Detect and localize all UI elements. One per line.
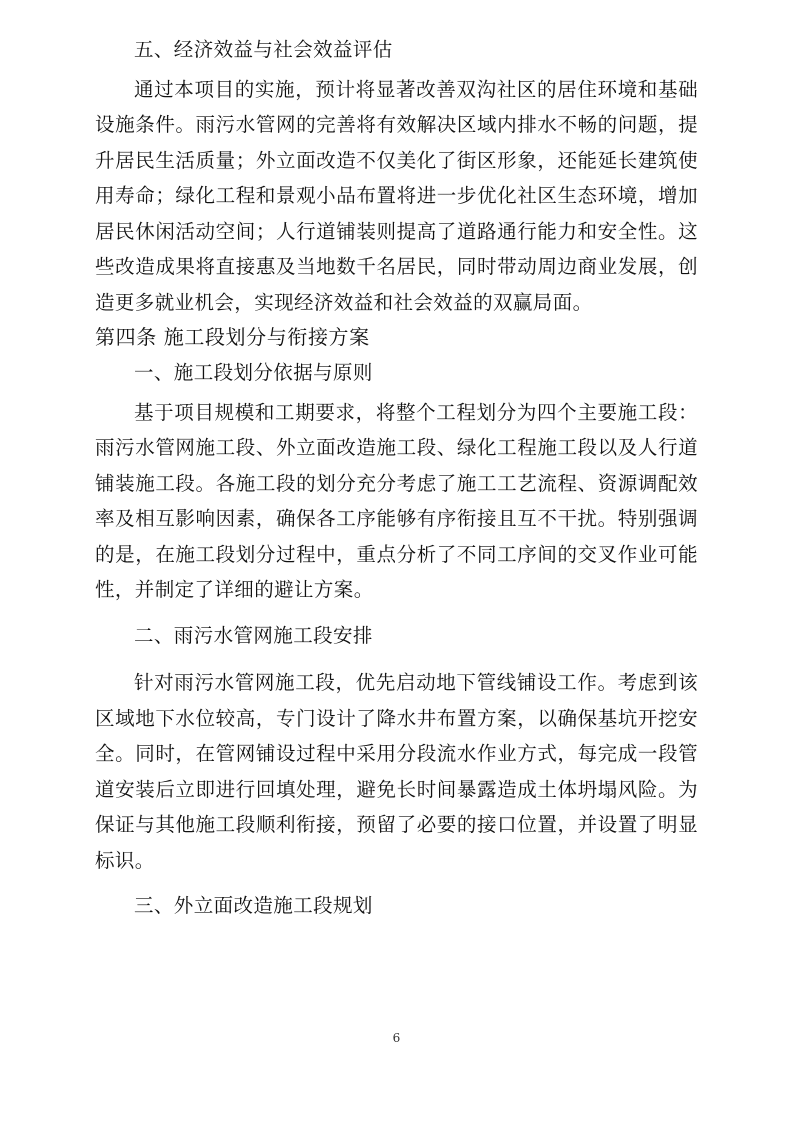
paragraph-division-principles: 基于项目规模和工期要求，将整个工程划分为四个主要施工段：雨污水管网施工段、外立面改造施工段、绿化工程施工段以及人行道铺装施工段。各施工段的划分充分考虑了施工工艺流程、资源调配效率及相互影响因素，确保各工序能够有序衔接且互不干扰。特别强调的是，在施工段划分过程中，重点分析了不同工序间的交叉作业可能性，并制定了详细的避让方案。: [95, 400, 698, 601]
page-content: [95, 32, 698, 926]
spacer: [95, 608, 698, 618]
section-heading-pipe-network: 二、雨污水管网施工段安排: [134, 623, 373, 647]
spacer: [95, 655, 698, 665]
section-heading-division-principles: 一、施工段划分依据与原则: [134, 361, 373, 384]
paragraph-benefits: 通过本项目的实施，预计将显著改善双沟社区的居住环境和基础设施条件。雨污水管网的完善将有效解决区域内排水不畅的问题，提升居民生活质量；外立面改造不仅美化了街区形象，还能延长建筑使用寿命；绿化工程和景观小品布置将进一步优化社区生态环境，增加居民休闲活动空间；人行道铺装则提高了道路通行能力和安全性。这些改造成果将直接惠及当地数千名居民，同时带动周边商业发展，创造更多就业机会，实现经济效益和社会效益的双赢局面。: [95, 77, 698, 314]
article-heading-construction-sections: 第四条 施工段划分与衔接方案: [95, 325, 370, 349]
page-number: 6: [392, 1031, 401, 1045]
section-heading-economic-social-benefits: 五、经济效益与社会效益评估: [134, 38, 393, 61]
spacer: [95, 878, 698, 888]
section-heading-facade-renovation: 三、外立面改造施工段规划: [134, 894, 373, 917]
paragraph-pipe-network: 针对雨污水管网施工段，优先启动地下管线铺设工作。考虑到该区域地下水位较高，专门设计了降水井布置方案，以确保基坑开挖安全。同时，在管网铺设过程中采用分段流水作业方式，每完成一段管道安装后立即进行回填处理，避免长时间暴露造成土体坍塌风险。为保证与其他施工段顺利衔接，预留了必要的接口位置，并设置了明显标识。: [95, 671, 698, 872]
